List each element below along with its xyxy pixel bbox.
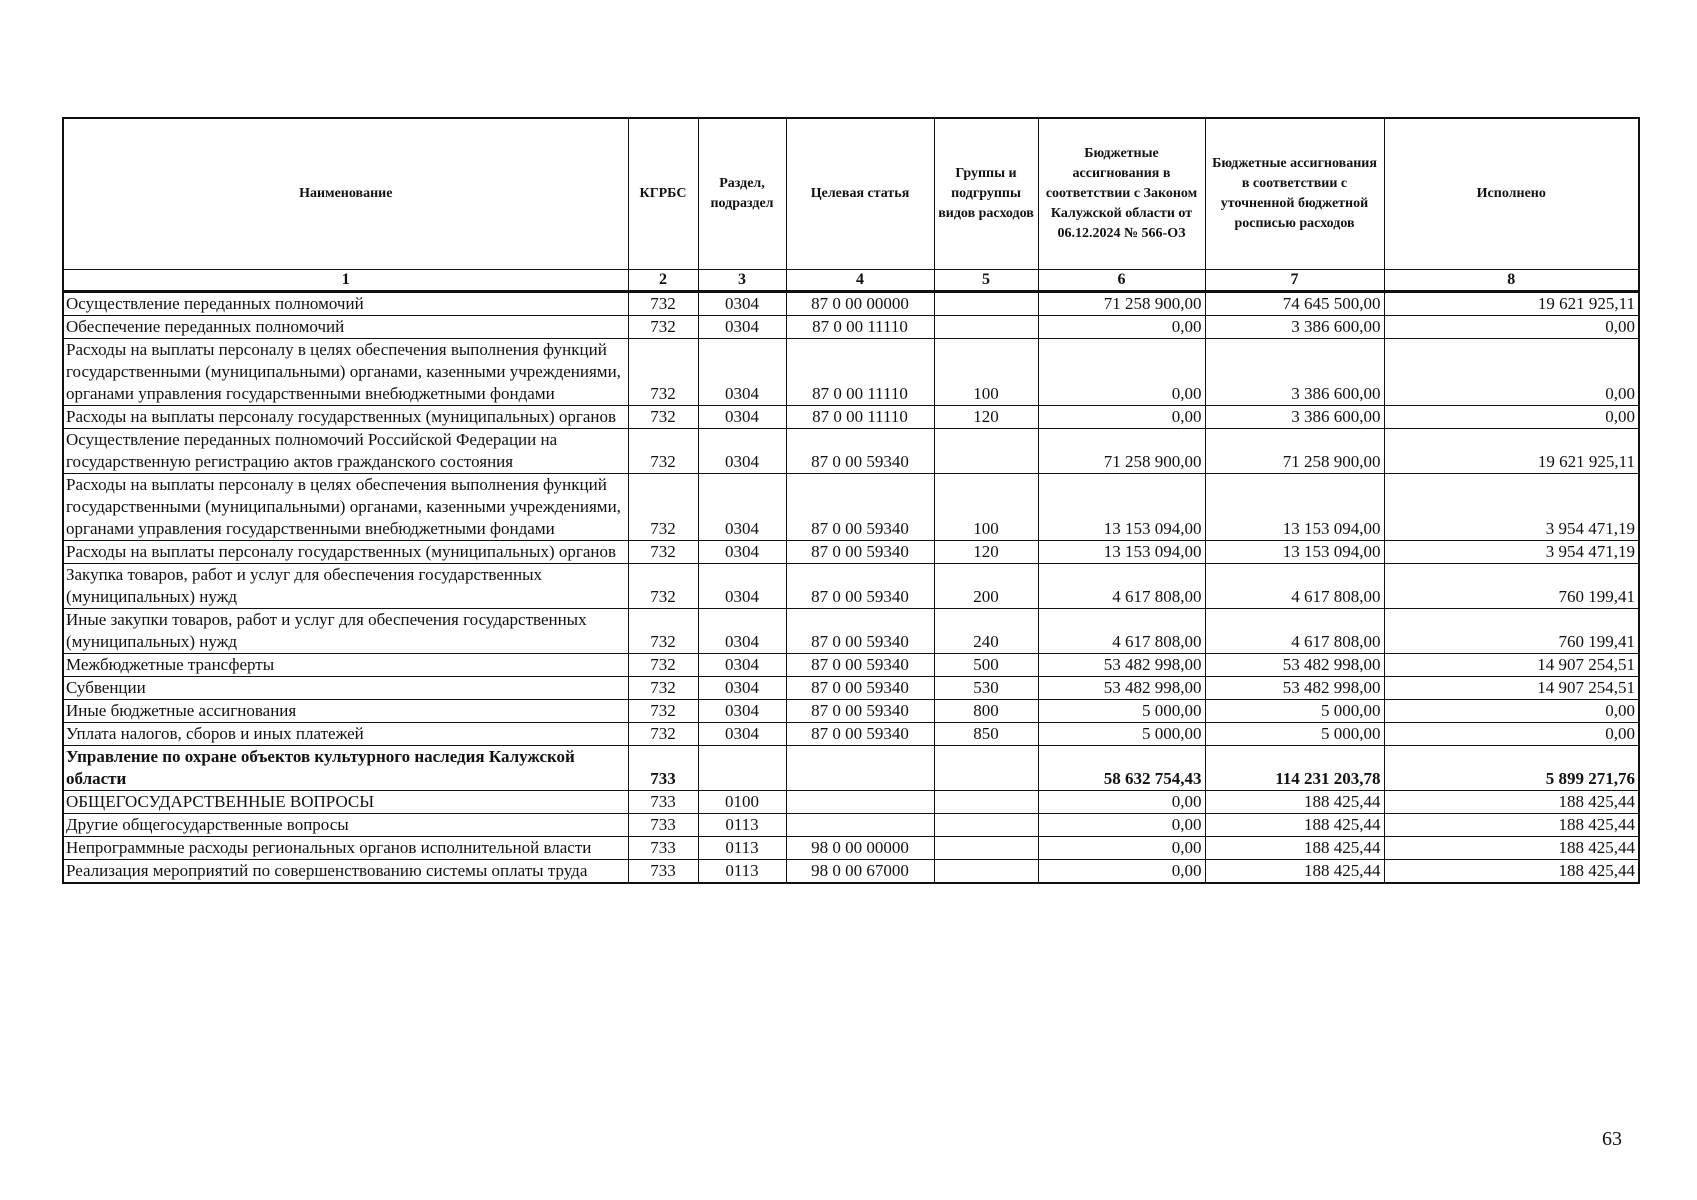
cell-target-article bbox=[786, 814, 934, 837]
cell-target-article: 87 0 00 11110 bbox=[786, 316, 934, 339]
cell-section: 0304 bbox=[698, 677, 786, 700]
cell-expense-group: 240 bbox=[934, 609, 1038, 654]
table-row bbox=[63, 746, 1639, 791]
cell-target-article: 98 0 00 00000 bbox=[786, 837, 934, 860]
cell-section: 0100 bbox=[698, 791, 786, 814]
cell-executed-amount: 0,00 bbox=[1384, 316, 1639, 339]
cell-expense-group: 500 bbox=[934, 654, 1038, 677]
header-name: Наименование bbox=[63, 118, 628, 270]
cell-name: Уплата налогов, сборов и иных платежей bbox=[63, 723, 628, 746]
cell-refined-amount: 3 386 600,00 bbox=[1205, 339, 1384, 406]
cell-kgrbs: 733 bbox=[628, 837, 698, 860]
cell-law-amount: 71 258 900,00 bbox=[1038, 429, 1205, 474]
cell-kgrbs: 732 bbox=[628, 316, 698, 339]
header-law-allocations: Бюджетные ассигнования в соответствии с Законом Калужской области от 06.12.2024 № 566-ОЗ bbox=[1038, 118, 1205, 270]
cell-target-article: 87 0 00 11110 bbox=[786, 406, 934, 429]
cell-kgrbs: 732 bbox=[628, 564, 698, 609]
cell-expense-group: 850 bbox=[934, 723, 1038, 746]
table-row bbox=[63, 677, 1639, 700]
cell-kgrbs: 732 bbox=[628, 723, 698, 746]
cell-law-amount: 71 258 900,00 bbox=[1038, 292, 1205, 316]
cell-expense-group bbox=[934, 837, 1038, 860]
cell-target-article: 87 0 00 59340 bbox=[786, 609, 934, 654]
cell-executed-amount: 14 907 254,51 bbox=[1384, 677, 1639, 700]
cell-target-article: 87 0 00 59340 bbox=[786, 723, 934, 746]
cell-law-amount: 0,00 bbox=[1038, 814, 1205, 837]
cell-refined-amount: 188 425,44 bbox=[1205, 791, 1384, 814]
table-row bbox=[63, 837, 1639, 860]
cell-kgrbs: 732 bbox=[628, 406, 698, 429]
cell-section: 0304 bbox=[698, 609, 786, 654]
cell-name: Реализация мероприятий по совершенствованию системы оплаты труда bbox=[63, 860, 628, 884]
cell-name: Субвенции bbox=[63, 677, 628, 700]
cell-target-article: 87 0 00 00000 bbox=[786, 292, 934, 316]
cell-target-article: 87 0 00 59340 bbox=[786, 677, 934, 700]
cell-executed-amount: 760 199,41 bbox=[1384, 609, 1639, 654]
cell-section: 0304 bbox=[698, 406, 786, 429]
cell-target-article: 87 0 00 59340 bbox=[786, 564, 934, 609]
cell-name: ОБЩЕГОСУДАРСТВЕННЫЕ ВОПРОСЫ bbox=[63, 791, 628, 814]
page-number: 63 bbox=[1602, 1128, 1622, 1150]
budget-table-sheet bbox=[62, 117, 1638, 884]
cell-name: Другие общегосударственные вопросы bbox=[63, 814, 628, 837]
cell-expense-group: 530 bbox=[934, 677, 1038, 700]
cell-name: Осуществление переданных полномочий bbox=[63, 292, 628, 316]
cell-name: Осуществление переданных полномочий Российской Федерации на государственную регистрацию актов гражданского состояния bbox=[63, 429, 628, 474]
cell-refined-amount: 3 386 600,00 bbox=[1205, 406, 1384, 429]
header-expense-groups: Группы и подгруппы видов расходов bbox=[934, 118, 1038, 270]
cell-name: Непрограммные расходы региональных органов исполнительной власти bbox=[63, 837, 628, 860]
cell-executed-amount: 19 621 925,11 bbox=[1384, 292, 1639, 316]
cell-target-article: 87 0 00 59340 bbox=[786, 541, 934, 564]
table-row bbox=[63, 316, 1639, 339]
cell-expense-group bbox=[934, 860, 1038, 884]
column-number-row bbox=[63, 270, 1639, 292]
cell-refined-amount: 188 425,44 bbox=[1205, 860, 1384, 884]
cell-law-amount: 53 482 998,00 bbox=[1038, 654, 1205, 677]
cell-kgrbs: 733 bbox=[628, 746, 698, 791]
cell-name: Расходы на выплаты персоналу в целях обеспечения выполнения функций государственными (муниципальными) органами, казенными учреждениями, органами управления государственными внебюджетными фондами bbox=[63, 339, 628, 406]
cell-target-article: 87 0 00 59340 bbox=[786, 474, 934, 541]
cell-section: 0113 bbox=[698, 837, 786, 860]
column-number: 8 bbox=[1384, 270, 1639, 292]
cell-refined-amount: 13 153 094,00 bbox=[1205, 474, 1384, 541]
cell-name: Управление по охране объектов культурного наследия Калужской области bbox=[63, 746, 628, 791]
header-executed: Исполнено bbox=[1384, 118, 1639, 270]
cell-executed-amount: 0,00 bbox=[1384, 723, 1639, 746]
cell-target-article: 87 0 00 59340 bbox=[786, 429, 934, 474]
cell-section: 0113 bbox=[698, 860, 786, 884]
cell-section: 0304 bbox=[698, 339, 786, 406]
column-number: 7 bbox=[1205, 270, 1384, 292]
cell-executed-amount: 19 621 925,11 bbox=[1384, 429, 1639, 474]
cell-section: 0113 bbox=[698, 814, 786, 837]
cell-expense-group: 100 bbox=[934, 474, 1038, 541]
column-number: 1 bbox=[63, 270, 628, 292]
table-row bbox=[63, 474, 1639, 541]
cell-refined-amount: 4 617 808,00 bbox=[1205, 609, 1384, 654]
cell-name: Закупка товаров, работ и услуг для обеспечения государственных (муниципальных) нужд bbox=[63, 564, 628, 609]
cell-refined-amount: 5 000,00 bbox=[1205, 723, 1384, 746]
cell-section: 0304 bbox=[698, 723, 786, 746]
cell-executed-amount: 0,00 bbox=[1384, 339, 1639, 406]
cell-executed-amount: 188 425,44 bbox=[1384, 791, 1639, 814]
table-row bbox=[63, 564, 1639, 609]
cell-refined-amount: 5 000,00 bbox=[1205, 700, 1384, 723]
cell-target-article bbox=[786, 746, 934, 791]
cell-refined-amount: 188 425,44 bbox=[1205, 814, 1384, 837]
cell-executed-amount: 188 425,44 bbox=[1384, 814, 1639, 837]
cell-expense-group bbox=[934, 791, 1038, 814]
cell-law-amount: 4 617 808,00 bbox=[1038, 609, 1205, 654]
header-section: Раздел, подраздел bbox=[698, 118, 786, 270]
cell-section: 0304 bbox=[698, 429, 786, 474]
cell-law-amount: 0,00 bbox=[1038, 860, 1205, 884]
cell-refined-amount: 53 482 998,00 bbox=[1205, 654, 1384, 677]
cell-executed-amount: 3 954 471,19 bbox=[1384, 541, 1639, 564]
cell-refined-amount: 188 425,44 bbox=[1205, 837, 1384, 860]
table-row bbox=[63, 541, 1639, 564]
cell-law-amount: 0,00 bbox=[1038, 791, 1205, 814]
cell-refined-amount: 3 386 600,00 bbox=[1205, 316, 1384, 339]
column-number: 5 bbox=[934, 270, 1038, 292]
table-row bbox=[63, 814, 1639, 837]
header-target-article: Целевая статья bbox=[786, 118, 934, 270]
cell-law-amount: 13 153 094,00 bbox=[1038, 541, 1205, 564]
cell-expense-group bbox=[934, 292, 1038, 316]
cell-kgrbs: 732 bbox=[628, 339, 698, 406]
column-number: 3 bbox=[698, 270, 786, 292]
cell-name: Расходы на выплаты персоналу государственных (муниципальных) органов bbox=[63, 541, 628, 564]
cell-law-amount: 58 632 754,43 bbox=[1038, 746, 1205, 791]
cell-law-amount: 0,00 bbox=[1038, 339, 1205, 406]
cell-expense-group bbox=[934, 316, 1038, 339]
table-row bbox=[63, 609, 1639, 654]
budget-execution-table bbox=[62, 117, 1640, 884]
cell-executed-amount: 3 954 471,19 bbox=[1384, 474, 1639, 541]
cell-name: Обеспечение переданных полномочий bbox=[63, 316, 628, 339]
cell-kgrbs: 732 bbox=[628, 292, 698, 316]
table-row bbox=[63, 429, 1639, 474]
table-row bbox=[63, 406, 1639, 429]
table-row bbox=[63, 860, 1639, 884]
table-row bbox=[63, 339, 1639, 406]
cell-kgrbs: 732 bbox=[628, 474, 698, 541]
cell-law-amount: 5 000,00 bbox=[1038, 723, 1205, 746]
cell-executed-amount: 0,00 bbox=[1384, 700, 1639, 723]
cell-section: 0304 bbox=[698, 564, 786, 609]
cell-name: Иные бюджетные ассигнования bbox=[63, 700, 628, 723]
table-header-row bbox=[63, 118, 1639, 270]
cell-target-article: 87 0 00 11110 bbox=[786, 339, 934, 406]
cell-expense-group bbox=[934, 429, 1038, 474]
header-refined-allocations: Бюджетные ассигнования в соответствии с уточненной бюджетной росписью расходов bbox=[1205, 118, 1384, 270]
cell-refined-amount: 71 258 900,00 bbox=[1205, 429, 1384, 474]
cell-executed-amount: 14 907 254,51 bbox=[1384, 654, 1639, 677]
cell-refined-amount: 53 482 998,00 bbox=[1205, 677, 1384, 700]
cell-target-article bbox=[786, 791, 934, 814]
cell-kgrbs: 732 bbox=[628, 700, 698, 723]
cell-law-amount: 53 482 998,00 bbox=[1038, 677, 1205, 700]
cell-section: 0304 bbox=[698, 700, 786, 723]
cell-target-article: 87 0 00 59340 bbox=[786, 654, 934, 677]
cell-kgrbs: 733 bbox=[628, 860, 698, 884]
table-body bbox=[63, 292, 1639, 884]
cell-expense-group: 120 bbox=[934, 541, 1038, 564]
cell-kgrbs: 732 bbox=[628, 609, 698, 654]
table-row bbox=[63, 791, 1639, 814]
cell-expense-group: 100 bbox=[934, 339, 1038, 406]
cell-kgrbs: 733 bbox=[628, 791, 698, 814]
cell-kgrbs: 732 bbox=[628, 429, 698, 474]
cell-refined-amount: 74 645 500,00 bbox=[1205, 292, 1384, 316]
cell-name: Расходы на выплаты персоналу в целях обеспечения выполнения функций государственными (муниципальными) органами, казенными учреждениями, органами управления государственными внебюджетными фондами bbox=[63, 474, 628, 541]
cell-target-article: 98 0 00 67000 bbox=[786, 860, 934, 884]
cell-target-article: 87 0 00 59340 bbox=[786, 700, 934, 723]
cell-kgrbs: 732 bbox=[628, 654, 698, 677]
table-row bbox=[63, 292, 1639, 316]
cell-expense-group: 800 bbox=[934, 700, 1038, 723]
cell-refined-amount: 13 153 094,00 bbox=[1205, 541, 1384, 564]
cell-kgrbs: 733 bbox=[628, 814, 698, 837]
cell-expense-group bbox=[934, 746, 1038, 791]
column-number: 6 bbox=[1038, 270, 1205, 292]
cell-kgrbs: 732 bbox=[628, 677, 698, 700]
cell-law-amount: 13 153 094,00 bbox=[1038, 474, 1205, 541]
cell-executed-amount: 5 899 271,76 bbox=[1384, 746, 1639, 791]
cell-expense-group: 120 bbox=[934, 406, 1038, 429]
cell-section: 0304 bbox=[698, 292, 786, 316]
cell-expense-group bbox=[934, 814, 1038, 837]
cell-section: 0304 bbox=[698, 541, 786, 564]
cell-section: 0304 bbox=[698, 654, 786, 677]
cell-section bbox=[698, 746, 786, 791]
cell-section: 0304 bbox=[698, 316, 786, 339]
cell-law-amount: 0,00 bbox=[1038, 316, 1205, 339]
cell-law-amount: 0,00 bbox=[1038, 837, 1205, 860]
cell-name: Иные закупки товаров, работ и услуг для обеспечения государственных (муниципальных) нужд bbox=[63, 609, 628, 654]
column-number: 2 bbox=[628, 270, 698, 292]
cell-law-amount: 5 000,00 bbox=[1038, 700, 1205, 723]
cell-refined-amount: 4 617 808,00 bbox=[1205, 564, 1384, 609]
table-row bbox=[63, 723, 1639, 746]
cell-refined-amount: 114 231 203,78 bbox=[1205, 746, 1384, 791]
header-kgrbs: КГРБС bbox=[628, 118, 698, 270]
cell-section: 0304 bbox=[698, 474, 786, 541]
cell-expense-group: 200 bbox=[934, 564, 1038, 609]
cell-executed-amount: 0,00 bbox=[1384, 406, 1639, 429]
table-row bbox=[63, 654, 1639, 677]
cell-name: Межбюджетные трансферты bbox=[63, 654, 628, 677]
cell-law-amount: 4 617 808,00 bbox=[1038, 564, 1205, 609]
cell-law-amount: 0,00 bbox=[1038, 406, 1205, 429]
table-row bbox=[63, 700, 1639, 723]
cell-executed-amount: 760 199,41 bbox=[1384, 564, 1639, 609]
cell-kgrbs: 732 bbox=[628, 541, 698, 564]
cell-executed-amount: 188 425,44 bbox=[1384, 860, 1639, 884]
cell-name: Расходы на выплаты персоналу государственных (муниципальных) органов bbox=[63, 406, 628, 429]
cell-executed-amount: 188 425,44 bbox=[1384, 837, 1639, 860]
column-number: 4 bbox=[786, 270, 934, 292]
